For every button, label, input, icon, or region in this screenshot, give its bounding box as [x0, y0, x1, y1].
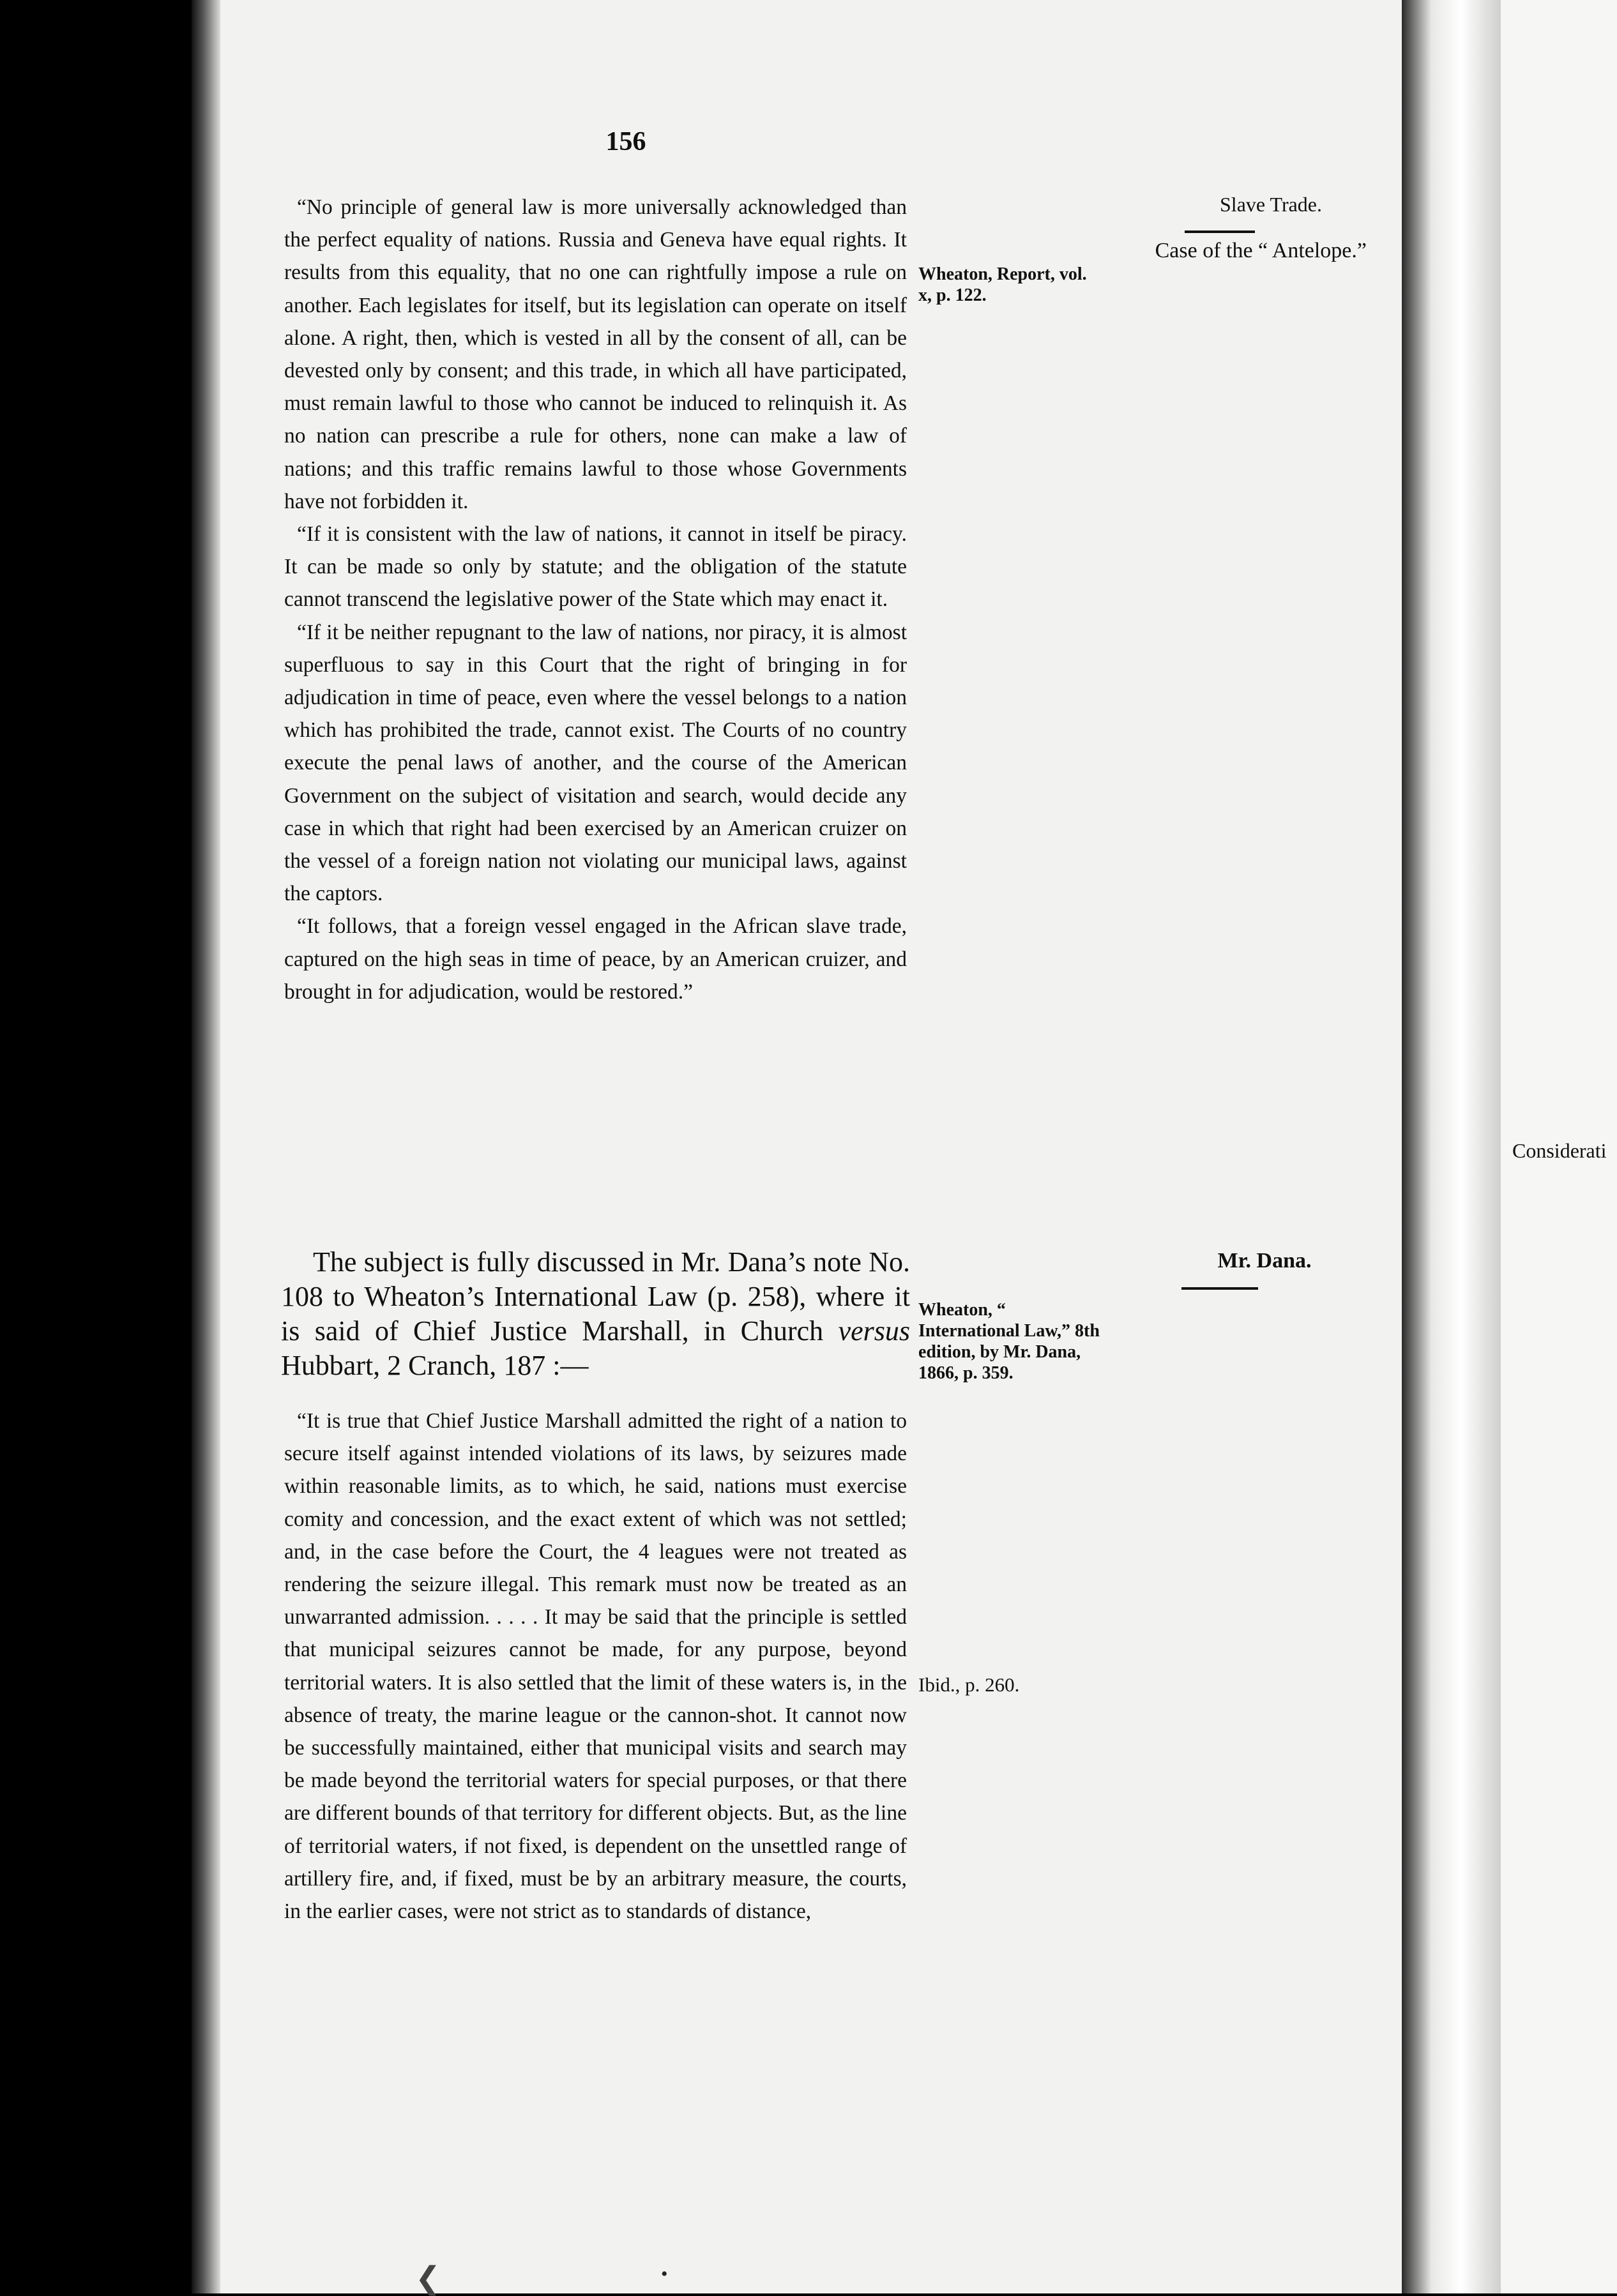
- heading-part-2: Hubbart, 2 Cranch, 187 :—: [281, 1350, 589, 1381]
- dana-intro-heading: [281, 1245, 910, 1383]
- side-note-wheaton-report: Wheaton, Report, vol. x, p. 122.: [918, 264, 1087, 305]
- next-page-fragment: Considerati: [1512, 1139, 1607, 1162]
- heading-italic: versus: [838, 1315, 910, 1347]
- heading-part-1: The subject is fully discussed in Mr. Dana’s note No. 108 to Wheaton’s International Law (p. 258), where it is said of Chief Justice Marshall, in Church: [281, 1246, 910, 1347]
- scan-mark: •: [661, 2263, 668, 2285]
- quote-block: [284, 191, 907, 1008]
- dana-quote-paragraph: “It is true that Chief Justice Marshall admitted the right of a nation to secure itself against intended violations of its laws, by seizures made within reasonable limits, as to which, he said, nations must exercise comity and concession, and the exact extent of which was not settled; and, in the case before the Court, the 4 leagues were not treated as rendering the seizure illegal. This remark must now be treated as an unwarranted admission. . . . . It may be said that the principle is settled that municipal seizures cannot be made, for any purpose, beyond territorial waters. It is also settled that the limit of these waters is, in the absence of treaty, the marine league or the cannon-shot. It cannot now be successfully maintained, either that municipal visits and search may be made beyond the territorial waters for special purposes, or that there are different bounds of that territory for different objects. But, as the line of territorial waters, if not fixed, is dependent on the unsettled range of artillery fire, and, if fixed, must be by an arbitrary measure, the courts, in the earlier cases, were not strict as to standards of distance,: [284, 1409, 907, 1924]
- page-number: 156: [605, 127, 646, 156]
- quote-paragraph: “If it is consistent with the law of nations, it cannot in itself be piracy. It can be made so only by statute; and the obligation of the statute cannot transcend the legislative power of the State which may enact it.: [284, 522, 907, 612]
- quote-paragraph: “No principle of general law is more universally acknowledged than the perfect equality of nations. Russia and Geneva have equal rights. It results from this equality, that no one can rightfully impose a rule on another. Each legislates for itself, but its legislation can operate on itself alone. A right, then, which is vested in all by the consent of all, can be devested only by consent; and this trade, in which all have participated, must remain lawful to those who cannot be induced to relinquish it. As no nation can prescribe a rule for others, none can make a law of nations; and this traffic remains lawful to those whose Governments have not forbidden it.: [284, 195, 907, 513]
- side-note-ibid: Ibid., p. 260.: [918, 1673, 1020, 1696]
- margin-rule-1: [1185, 230, 1255, 233]
- margin-dana-heading: Mr. Dana.: [1217, 1249, 1312, 1273]
- dana-intro: [281, 1245, 910, 1383]
- margin-case-title: Case of the “ Antelope.”: [1155, 239, 1367, 262]
- dana-quote-block: [284, 1405, 907, 1928]
- margin-section-heading: Slave Trade.: [1220, 193, 1322, 216]
- side-note-wheaton-international-law: Wheaton, “ International Law,” 8th edition, by Mr. Dana, 1866, p. 359.: [918, 1300, 1100, 1383]
- scan-mark: ❮: [415, 2262, 441, 2295]
- quote-paragraph: “It follows, that a foreign vessel engaged in the African slave trade, captured on the high seas in time of peace, by an American cruizer, and brought in for adjudication, would be restored.”: [284, 914, 907, 1004]
- quote-paragraph: “If it be neither repugnant to the law of nations, nor piracy, it is almost superfluous to say in this Court that the right of bringing in for adjudication in time of peace, even where the vessel belongs to a nation which has prohibited the trade, cannot exist. The Courts of no country execute the penal laws of another, and the course of the American Government on the subject of visitation and search, would decide any case in which that right had been exercised by an American cruizer on the vessel of a foreign nation not violating our municipal laws, against the captors.: [284, 620, 907, 906]
- page-left-edge: [192, 0, 220, 2293]
- book-gutter: [1402, 0, 1501, 2293]
- margin-rule-2: [1181, 1287, 1258, 1290]
